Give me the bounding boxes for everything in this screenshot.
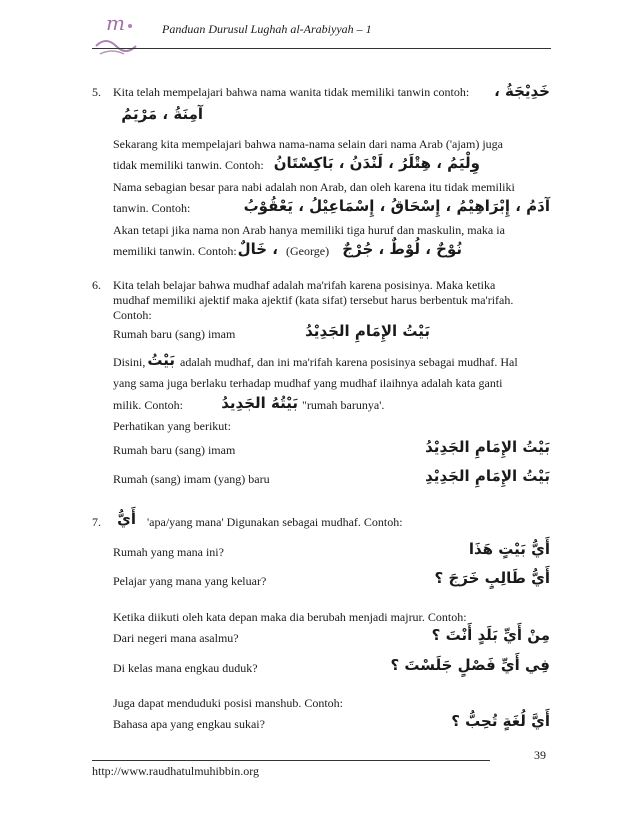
paragraph-line: mudhaf memiliki ajektif maka ajektif (kata sifat) tersebut harus berbentuk ma'rifah.: [113, 293, 514, 307]
example-text: Bahasa apa yang engkau sukai?: [113, 717, 265, 731]
example-text: Rumah (sang) imam (yang) baru: [113, 472, 270, 486]
paragraph-line: yang sama juga berlaku terhadap mudhaf yang mudhaf ilaihnya adalah kata ganti: [113, 376, 503, 390]
arabic-example: أَيُّ بَيْتٍ هَذَا: [468, 540, 550, 558]
arabic-example: بَيْتُ الإِمَامِ الجَدِيْدُ: [305, 322, 430, 340]
paragraph-line: adalah mudhaf, dan ini ma'rifah karena posisinya sebagai mudhaf. Hal: [180, 355, 518, 369]
arabic-example: بَيْتُهُ الجَدِيدُ: [221, 394, 298, 412]
paragraph-line: Nama sebagian besar para nabi adalah non Arab, dan oleh karena itu tidak memiliki: [113, 180, 515, 194]
paragraph-line: milik. Contoh:: [113, 398, 184, 412]
arabic-example: بَيْتُ الإِمَامِ الجَدِيْدِ: [425, 467, 550, 485]
arabic-example: بَيْتُ الإِمَامِ الجَدِيْدُ: [425, 438, 550, 456]
item-number-6: 6.: [92, 278, 101, 292]
paragraph-line: memiliki tanwin. Contoh:: [113, 244, 237, 258]
footer-url[interactable]: http://www.raudhatulmuhibbin.org: [92, 764, 259, 778]
site-logo: [92, 6, 142, 62]
footer-rule: [92, 760, 490, 761]
paragraph-line: tidak memiliki tanwin. Contoh:: [113, 158, 264, 172]
item-number-5: 5.: [92, 85, 101, 99]
arabic-example: نُوْحٌ ، لُوْطٌ ، جُرْجٌ: [342, 240, 462, 258]
arabic-example: وِلْيَمُ ، هِتْلَرُ ، لَنْدَنُ ، بَاكِسْتَانُ: [273, 154, 480, 172]
header-rule: [92, 48, 551, 49]
example-text: Di kelas mana engkau duduk?: [113, 661, 258, 675]
header-title: Panduan Durusul Lughah al-Arabiyyah – 1: [162, 22, 372, 36]
arabic-example: آدَمُ ، إِبْرَاهِيْمُ ، إِسْحَاقُ ، إِسْمَاعِيْلُ ، يَعْقُوْبُ: [243, 197, 550, 215]
paragraph-line: Juga dapat menduduki posisi manshub. Contoh:: [113, 696, 343, 710]
arabic-keyword: أَيُّ: [117, 510, 136, 528]
arabic-example: آمِنَةُ ، مَرْيَمُ: [121, 105, 203, 123]
example-text: Pelajar yang mana yang keluar?: [113, 574, 267, 588]
paragraph-line: Perhatikan yang berikut:: [113, 419, 231, 433]
paragraph-line: "rumah barunya'.: [302, 398, 385, 412]
paragraph-line: (George): [286, 244, 330, 258]
arabic-example: خَدِيْجَةُ ،: [494, 82, 550, 100]
paragraph-line: Ketika diikuti oleh kata depan maka dia berubah menjadi majrur. Contoh:: [113, 610, 467, 624]
svg-text:m: m: [106, 11, 125, 35]
paragraph-line: 'apa/yang mana' Digunakan sebagai mudhaf. Contoh:: [147, 515, 403, 529]
arabic-example: بَيْتُ: [147, 351, 175, 369]
arabic-example: أَيَّ لُغَةٍ تُحِبُّ ؟: [451, 712, 550, 730]
arabic-example: أَيُّ طَالِبٍ خَرَجَ ؟: [434, 569, 550, 587]
paragraph-line: Kita telah mempelajari bahwa nama wanita tidak memiliki tanwin contoh:: [113, 85, 470, 99]
page-number: 39: [534, 748, 546, 762]
paragraph-line: Akan tetapi jika nama non Arab hanya memiliki tiga huruf dan maskulin, maka ia: [113, 223, 505, 237]
paragraph-line: Kita telah belajar bahwa mudhaf adalah ma'rifah karena posisinya. Maka ketika: [113, 278, 496, 292]
paragraph-line: Contoh:: [113, 308, 152, 322]
arabic-example: ، خَالٌ: [237, 240, 278, 258]
arabic-example: فِي أَيِّ فَصْلٍ جَلَسْتَ ؟: [390, 656, 550, 674]
example-text: Rumah baru (sang) imam: [113, 327, 236, 341]
example-text: Rumah baru (sang) imam: [113, 443, 236, 457]
arabic-example: مِنْ أَيِّ بَلَدٍ أَنْتَ ؟: [431, 626, 550, 644]
example-text: Rumah yang mana ini?: [113, 545, 224, 559]
example-text: Dari negeri mana asalmu?: [113, 631, 239, 645]
paragraph-line: Disini,: [113, 355, 146, 369]
item-number-7: 7.: [92, 515, 101, 529]
paragraph-line: tanwin. Contoh:: [113, 201, 191, 215]
paragraph-line: Sekarang kita mempelajari bahwa nama-nama selain dari nama Arab ('ajam) juga: [113, 137, 503, 151]
